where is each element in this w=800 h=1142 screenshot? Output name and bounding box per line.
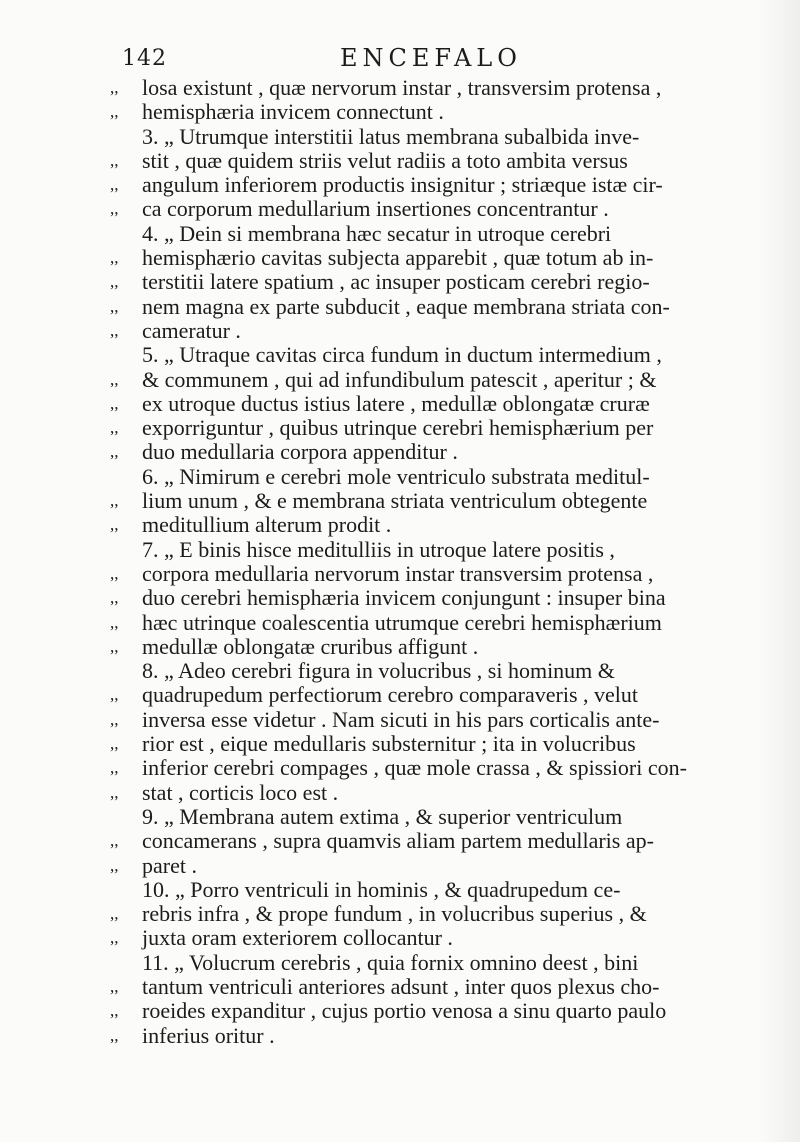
line-text: cameratur . (142, 317, 241, 343)
running-head: ENCEFALO (340, 44, 522, 72)
page-header (120, 46, 760, 76)
quote-mark: ,, (110, 296, 119, 316)
text-line (110, 343, 772, 367)
line-text: tantum ventriculi anteriores adsunt , inter quos plexus cho- (142, 973, 660, 999)
text-line (110, 562, 772, 586)
text-line (110, 708, 772, 732)
line-text: concamerans , supra quamvis aliam partem medullaris ap- (142, 828, 654, 854)
quote-mark: ,, (110, 272, 119, 292)
line-text: inferior cerebri compages , quæ mole crassa , & spissiori con- (142, 755, 687, 781)
line-text: medullæ oblongatæ cruribus affigunt . (142, 633, 479, 659)
text-line (110, 999, 772, 1023)
line-text: juxta oram exteriorem collocantur . (142, 925, 453, 951)
text-line (110, 975, 772, 999)
quote-mark: ,, (110, 976, 119, 996)
quote-mark: ,, (110, 393, 119, 413)
text-line (110, 683, 772, 707)
line-text: losa existunt , quæ nervorum instar , transversim protensa , (142, 75, 662, 100)
line-text: exporriguntur , quibus utrinque cerebri hemisphærium per (142, 415, 654, 441)
line-text: 8. „ Adeo cerebri figura in volucribus , si hominum & (142, 658, 615, 684)
text-line (110, 76, 772, 100)
text-line (110, 197, 772, 221)
line-text: hæc utrinque coalescentia utrumque cerebri hemisphærium (142, 609, 662, 635)
quote-mark: ,, (110, 320, 119, 340)
text-line (110, 100, 772, 124)
line-text: inversa esse videtur . Nam sicuti in his pars corticalis ante- (142, 706, 660, 732)
line-text: stat , corticis loco est . (142, 779, 339, 805)
line-text: paret . (142, 852, 197, 878)
quote-mark: ,, (110, 442, 119, 462)
text-line (110, 951, 772, 975)
quote-mark: ,, (110, 175, 119, 195)
quote-mark: ,, (110, 78, 119, 97)
page-number: 142 (122, 46, 167, 71)
line-text: 11. „ Volucrum cerebris , quia fornix omnino deest , bini (142, 949, 639, 975)
line-text: rior est , eique medullaris substernitur ; ita in volucribus (142, 731, 636, 757)
line-text: rebris infra , & prope fundum , in volucribus superius , & (142, 901, 647, 927)
quote-mark: ,, (110, 928, 119, 948)
quote-mark: ,, (110, 515, 119, 535)
text-line (110, 440, 772, 464)
line-text: inferius oritur . (142, 1022, 275, 1048)
line-text: & communem , qui ad infundibulum patescit , aperitur ; & (142, 366, 657, 392)
line-text: duo cerebri hemisphæria invicem conjungunt : insuper bina (142, 585, 666, 611)
text-line (110, 149, 772, 173)
quote-mark: ,, (110, 491, 119, 511)
quote-mark: ,, (110, 199, 119, 219)
quote-mark: ,, (110, 248, 119, 268)
line-text: hemisphæria invicem connectunt . (142, 99, 444, 125)
quote-mark: ,, (110, 734, 119, 754)
text-line (110, 756, 772, 780)
text-line (110, 222, 772, 246)
body-text (110, 76, 772, 1048)
text-line (110, 513, 772, 537)
line-text: nem magna ex parte subducit , eaque membrana striata con- (142, 293, 670, 319)
line-text: duo medullaria corpora appenditur . (142, 439, 458, 465)
text-line (110, 805, 772, 829)
line-text: 3. „ Utrumque interstitii latus membrana subalbida inve- (142, 123, 640, 149)
line-text: ca corporum medullarium insertiones concentrantur . (142, 196, 609, 222)
quote-mark: ,, (110, 563, 119, 583)
line-text: 9. „ Membrana autem extima , & superior ventriculum (142, 803, 623, 829)
line-text: 7. „ E binis hisce meditulliis in utroque latere positis , (142, 536, 615, 562)
text-line (110, 270, 772, 294)
quote-mark: ,, (110, 369, 119, 389)
line-text: ex utroque ductus istius latere , medullæ oblongatæ cruræ (142, 390, 650, 416)
text-line (110, 732, 772, 756)
text-line (110, 878, 772, 902)
quote-mark: ,, (110, 102, 119, 122)
text-line (110, 319, 772, 343)
quote-mark: ,, (110, 418, 119, 438)
line-text: meditullium alterum prodit . (142, 512, 392, 538)
text-line (110, 489, 772, 513)
line-text: 10. „ Porro ventriculi in hominis , & quadrupedum ce- (142, 876, 621, 902)
quote-mark: ,, (110, 150, 119, 170)
line-text: hemisphærio cavitas subjecta apparebit , quæ totum ab in- (142, 245, 654, 271)
text-line (110, 659, 772, 683)
text-line (110, 416, 772, 440)
line-text: corpora medullaria nervorum instar transversim protensa , (142, 560, 654, 586)
line-text: quadrupedum perfectiorum cerebro comparaveris , velut (142, 682, 639, 708)
text-line (110, 392, 772, 416)
text-line (110, 125, 772, 149)
text-line (110, 1024, 772, 1048)
text-line (110, 781, 772, 805)
text-line (110, 586, 772, 610)
text-line (110, 538, 772, 562)
line-text: 4. „ Dein si membrana hæc secatur in utroque cerebri (142, 220, 612, 246)
quote-mark: ,, (110, 1025, 119, 1045)
text-line (110, 368, 772, 392)
line-text: 5. „ Utraque cavitas circa fundum in ductum intermedium , (142, 342, 662, 368)
line-text: angulum inferiorem productis insignitur ; striæque istæ cir- (142, 172, 663, 198)
text-line (110, 295, 772, 319)
quote-mark: ,, (110, 612, 119, 632)
text-line (110, 926, 772, 950)
quote-mark: ,, (110, 904, 119, 924)
quote-mark: ,, (110, 588, 119, 608)
line-text: 6. „ Nimirum e cerebri mole ventriculo substrata meditul- (142, 463, 650, 489)
line-text: lium unum , & e membrana striata ventriculum obtegente (142, 488, 648, 514)
line-text: roeides expanditur , cujus portio venosa a sinu quarto paulo (142, 998, 667, 1024)
quote-mark: ,, (110, 685, 119, 705)
quote-mark: ,, (110, 709, 119, 729)
quote-mark: ,, (110, 855, 119, 875)
quote-mark: ,, (110, 782, 119, 802)
line-text: stit , quæ quidem striis velut radiis a toto ambita versus (142, 147, 628, 173)
text-line (110, 611, 772, 635)
text-line (110, 902, 772, 926)
line-text: terstitii latere spatium , ac insuper posticam cerebri regio- (142, 269, 650, 295)
quote-mark: ,, (110, 831, 119, 851)
text-line (110, 465, 772, 489)
quote-mark: ,, (110, 636, 119, 656)
quote-mark: ,, (110, 1001, 119, 1021)
text-line (110, 829, 772, 853)
text-line (110, 246, 772, 270)
text-line (110, 854, 772, 878)
text-line (110, 635, 772, 659)
quote-mark: ,, (110, 758, 119, 778)
text-line (110, 173, 772, 197)
